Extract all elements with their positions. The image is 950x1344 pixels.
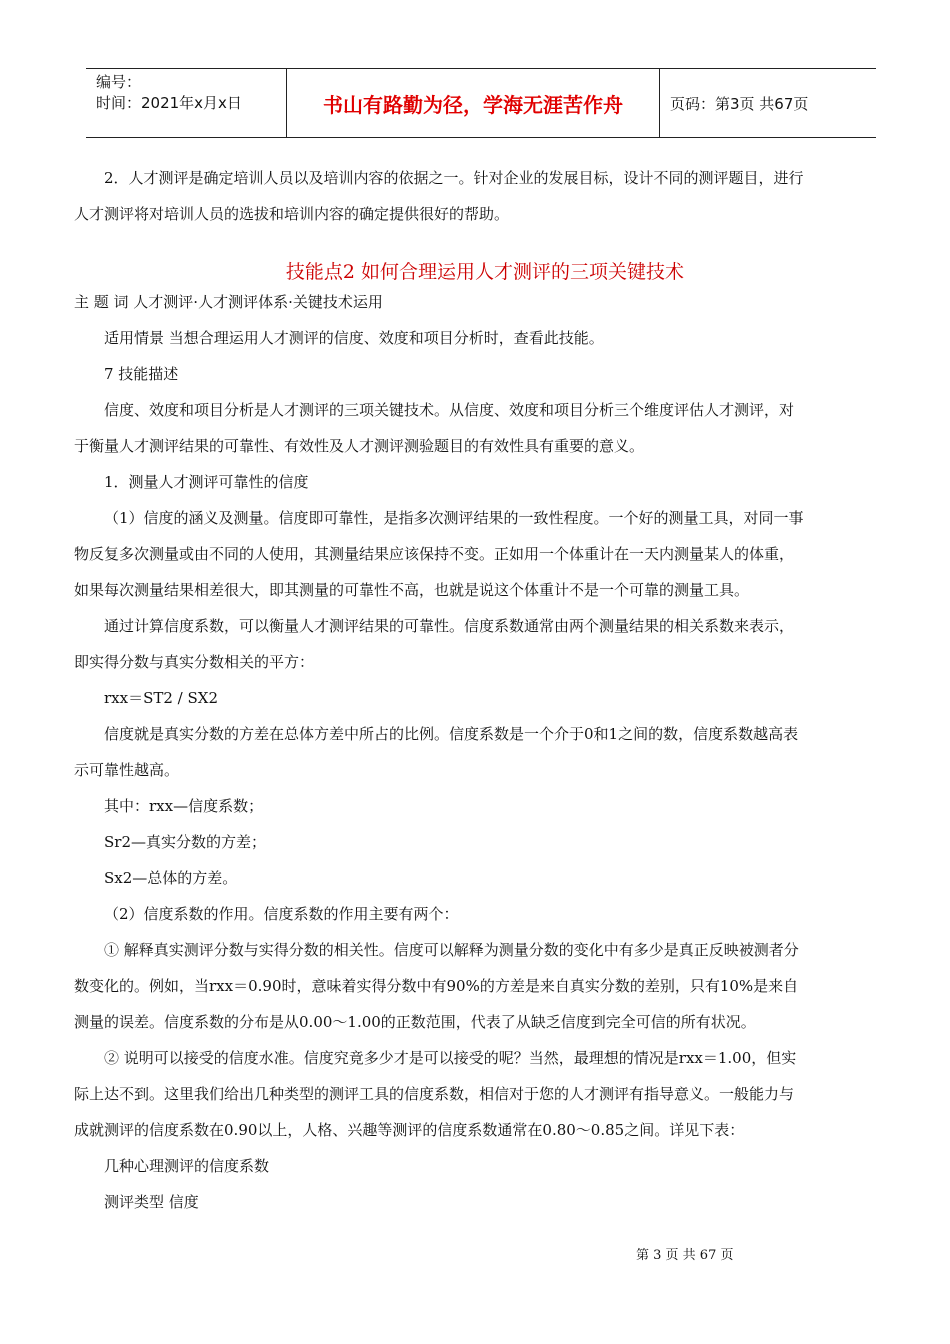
paragraph-line: 物反复多次测量或由不同的人使用，其测量结果应该保持不变。正如用一个体重计在一天内测量某人的体重， (74, 545, 795, 563)
paragraph-line: 示可靠性越高。 (74, 761, 180, 779)
paragraph-line: 于衡量人才测评结果的可靠性、有效性及人才测评测验题目的有效性具有重要的意义。 (74, 437, 645, 455)
keywords-line: 主 题 词 人才测评·人才测评体系·关键技术运用 (74, 293, 383, 311)
subsection-title: 1．测量人才测评可靠性的信度 (104, 473, 309, 491)
table-header: 测评类型 信度 (104, 1193, 199, 1211)
paragraph-line: 测量的误差。信度系数的分布是从0.00～1.00的正数范围，代表了从缺乏信度到完全可信的所有状况。 (74, 1013, 756, 1031)
doc-number-label: 编号： (96, 73, 142, 91)
document-header (86, 68, 876, 138)
table-title: 几种心理测评的信度系数 (104, 1157, 270, 1175)
scenario-line: 适用情景 当想合理运用人才测评的信度、效度和项目分析时，查看此技能。 (104, 329, 604, 347)
paragraph-line: 人才测评将对培训人员的选拔和培训内容的确定提供很好的帮助。 (74, 205, 510, 223)
description-title: 7 技能描述 (104, 365, 179, 383)
section-heading: 技能点2 如何合理运用人才测评的三项关键技术 (285, 261, 685, 283)
header-motto: 书山有路勤为径，学海无涯苦作舟 (287, 69, 660, 137)
paragraph-line: 即实得分数与真实分数相关的平方： (74, 653, 315, 671)
formula: rxx＝ST2 / SX2 (104, 689, 219, 707)
paragraph-line: ① 解释真实测评分数与实得分数的相关性。信度可以解释为测量分数的变化中有多少是真正反映被测者分 (104, 941, 799, 959)
paragraph-line: ② 说明可以接受的信度水准。信度究竟多少才是可以接受的呢？当然，最理想的情况是rxx＝1.00，但实 (104, 1049, 797, 1067)
paragraph-line: （1）信度的涵义及测量。信度即可靠性，是指多次测评结果的一致性程度。一个好的测量工具，对同一事 (104, 509, 804, 527)
paragraph-line: 2．人才测评是确定培训人员以及培训内容的依据之一。针对企业的发展目标，设计不同的测评题目，进行 (104, 169, 804, 187)
paragraph-line: 如果每次测量结果相差很大，即其测量的可靠性不高，也就是说这个体重计不是一个可靠的测量工具。 (74, 581, 750, 599)
doc-time-label: 时间：2021年x月x日 (96, 94, 242, 112)
definition-line: Sr2—真实分数的方差； (104, 833, 266, 851)
paragraph-line: 数变化的。例如，当rxx＝0.90时，意味着实得分数中有90%的方差是来自真实分数的差别，只有10%是来自 (74, 977, 799, 995)
paragraph-line: 际上达不到。这里我们给出几种类型的测评工具的信度系数，相信对于您的人才测评有指导意义。一般能力与 (74, 1085, 795, 1103)
header-page-info: 页码：第3页 共67页 (670, 94, 809, 113)
paragraph-line: （2）信度系数的作用。信度系数的作用主要有两个： (104, 905, 459, 923)
paragraph-line: 成就测评的信度系数在0.90以上，人格、兴趣等测评的信度系数通常在0.80～0.85之间。详见下表： (74, 1121, 745, 1139)
page-footer: 第 3 页 共 67 页 (636, 1248, 734, 1263)
header-meta (86, 69, 287, 137)
paragraph-line: 信度、效度和项目分析是人才测评的三项关键技术。从信度、效度和项目分析三个维度评估人才测评，对 (104, 401, 795, 419)
definition-line: Sx2—总体的方差。 (104, 869, 238, 887)
paragraph-line: 通过计算信度系数，可以衡量人才测评结果的可靠性。信度系数通常由两个测量结果的相关系数来表示， (104, 617, 795, 635)
definition-line: 其中：rxx—信度系数； (104, 797, 264, 815)
paragraph-line: 信度就是真实分数的方差在总体方差中所占的比例。信度系数是一个介于0和1之间的数，信度系数越高表 (104, 725, 799, 743)
document-body (74, 160, 886, 1220)
